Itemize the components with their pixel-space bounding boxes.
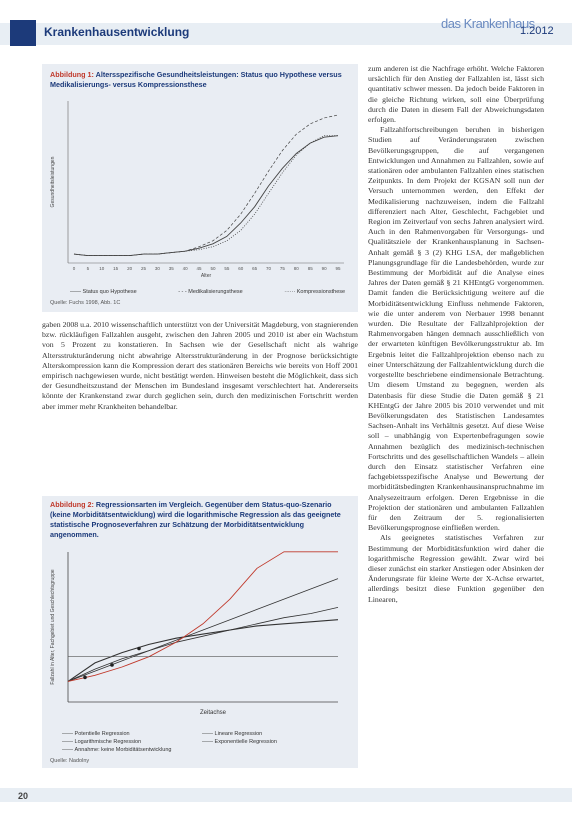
figure2-legend-row (62, 730, 352, 738)
y-axis-label: Gesundheitsleistungen (50, 156, 56, 208)
figure2-legend-row (62, 738, 352, 746)
figure2-legend-label: Annahme: keine Morbiditätsentwicklung (74, 747, 172, 753)
figure1-legend-label: Status quo Hypothese (82, 289, 137, 295)
x-tick-label: 55 (224, 266, 230, 271)
figure2-caption (50, 500, 350, 540)
page-number: 20 (18, 791, 29, 801)
x-tick-label: 85 (307, 266, 313, 271)
x-tick-label: 25 (140, 266, 146, 271)
figure2-legend-item: —— Logarithmische Regression (62, 739, 142, 745)
x-tick-label: 40 (182, 266, 188, 271)
section-title: Krankenhausentwicklung (44, 25, 190, 39)
series-line (74, 115, 338, 256)
x-tick-label: 5 (86, 266, 90, 271)
figure2-legend-row (62, 746, 352, 754)
paragraph: zum anderen ist die Nachfrage erhöht. Welche Faktoren ursächlich für den Anstieg der Fallzahlen ist, lässt sich quantitativ schwer messen. Da jedoch beide Faktoren in die gleiche Richtung wirken, soll eine Überprüfung durch die Daten in diesem Fall der Abweichungsdaten erfolgen. (368, 64, 544, 125)
figure1-legend (70, 289, 350, 295)
x-axis-label: Zeitachse (199, 710, 227, 716)
data-point (110, 663, 114, 667)
figure2-legend-item: —— Annahme: keine Morbiditätsentwicklung (62, 747, 172, 753)
figure1-legend-item: ······ Kompressionsthese (284, 289, 346, 295)
issue-number: 1.2012 (520, 25, 554, 37)
x-tick-label: 60 (238, 266, 244, 271)
x-tick-label: 90 (321, 266, 327, 271)
x-tick-label: 45 (196, 266, 202, 271)
figure2-legend-item: —— Potentielle Regression (62, 731, 130, 737)
x-tick-label: 65 (252, 266, 258, 271)
journal-logo-text: das Krankenhaus (441, 16, 535, 31)
figure2-source: Quelle: Nadolny (50, 758, 90, 764)
x-tick-label: 30 (154, 266, 160, 271)
figure1-source: Quelle: Fuchs 1998, Abb. 1C (50, 300, 121, 306)
x-tick-label: 20 (127, 266, 133, 271)
y-axis-label: Fallzahl in Alter, Fachgebiet und Geschlechtsgruppe (50, 569, 56, 685)
paragraph: gaben 2008 u.a. 2010 wissenschaftlich unterstützt von der Universität Magdeburg, von stagnierenden bzw. rückläufigen Fallzahlen ausgeht, zwischen den Jahren 2005 und 2010 ist aber ein Wachstum von 5 Prozent zu konstatieren. In Sachsen wie der Gesellschaft nicht als wahrige Altersstrukturänderung nicht abwahrige Altersstrukturänderung in der Prognose berücksichtigte Alterskompression kann die Kompression derart des stationären Bereichs wie bereits von Hoff 2001 empirisch nachgewiesen wurde, nicht bestätigt werden. Hinweisen besteht die Möglichkeit, dass sich der Gesundheitszustand der Menschen im Bundesland insgesamt verschlechtert hat. Andererseits könnte der Krankenstand zwar durch geglichen sein, durch den medizinischen Fortschritt werden aber immer mehr Krankheiten behandelbar. (42, 320, 358, 411)
figure1-caption (50, 70, 350, 90)
series-line (74, 136, 338, 256)
x-tick-label: 80 (293, 266, 299, 271)
x-tick-label: 35 (168, 266, 174, 271)
figure1-legend-item: - - - Medikalisierungsthese (178, 289, 243, 295)
figure2-legend-label: Lineare Regression (214, 731, 263, 737)
figure2-label: Abbildung 2: (50, 500, 94, 509)
data-point (137, 647, 141, 651)
figure2-legend-item: —— Exponentielle Regression (202, 739, 277, 745)
figure2-legend (62, 730, 352, 754)
x-tick-label: 10 (99, 266, 105, 271)
figure2-legend-label: Potentielle Regression (74, 731, 130, 737)
figure1-legend-item: —— Status quo Hypothese (70, 289, 137, 295)
figure2-legend-label: Exponentielle Regression (214, 739, 277, 745)
figure2-caption-text: Regressionsarten im Vergleich. Gegenüber dem Status-quo-Szenario (keine Morbiditätsentwicklung) wird die logarithmische Regression als das geeignete statistische Prognoseverfahren zur Schätzung der Morbiditätsentwicklung angenommen. (50, 500, 341, 539)
right-column (368, 64, 544, 605)
series-line (68, 579, 338, 682)
figure1-caption-text: Altersspezifische Gesundheitsleistungen: Status quo Hypothese versus Medikalisierungs- versus Kompressionsthese (50, 70, 342, 89)
x-axis-label: Alter (200, 273, 212, 279)
x-tick-label: 75 (279, 266, 285, 271)
figure1-legend-label: Kompressionsthese (296, 289, 346, 295)
series-line (68, 552, 338, 682)
footer-band (0, 788, 572, 802)
x-tick-label: 15 (113, 266, 119, 271)
x-tick-label: 50 (210, 266, 216, 271)
paragraph: Als geeignetes statistisches Verfahren zur Bestimmung der Morbiditätsfunktion wird daher die logarithmische Regression gewählt. Zwar wird bei dieser zunächst ein starker Anstiegen oder Absinken der Änderungsrate für kleine Werte der X-Achse erwartet, allerdings besitzt diese Funktion gegenüber den Linearen, (368, 533, 544, 604)
series-line (68, 620, 338, 682)
x-tick-label: 70 (266, 266, 272, 271)
figure1-label: Abbildung 1: (50, 70, 94, 79)
paragraph: Fallzahlfortschreibungen beruhen in bisherigen Studien auf Veränderungsraten zwischen Bevölkerungsgruppen, die auf vergangenen Entwicklungen und Annahmen zu Fallzahlen, sowie auf stationären oder ambulanten Fallzahlen eines statischen Zeitpunkts. In dem Projekt der KGSAN soll nun der Versuch unternommen werden, den Effekt der Medikalisierung nachzuweisen, indem die Fallzahl differenziert nach Alter, Geschlecht, Fachgebiet und Region im Zeitverlauf von sechs Jahren analysiert wird. Auch in den Rahmenvorgaben für Versorgungs- und Qualitätsziele der Krankenhausplanung in Sachsen-Anhalt gemäß § 3 (2) KHG LSA, der maßgeblichen Planungsgrundlage für die Landesbehörden, wurde zur Bestimmung der Morbidität auf die Analyse eines Jahres der Daten gemäß § 21 KHEntgG vorgenommen. Damit fanden die Berücksichtigung weitere auf die Morbiditätsentwicklung Einfluss nehmende Faktoren, wie die unter anderem von Nerbauer 1998 benannt wurden. Die Resultate der Fallzahlprojektion der Rahmenvorgaben hängen demnach ausschließlich von der erwarteten künftigen Bevölkerungsstruktur ab. Im Ergebnis leitet die Fallzahlprojektion ebenso nach zu einer Unterschätzung der Fallzahlentwicklung durch die vorgestellte beschriebene eindimensionale Betrachtung. Um diesem Umstand zu begegnen, werden als Datenbasis für diese Studie die Daten gemäß § 21 KHEntgG der Jahre 2005 bis 2010 verwendet und mit Bevölkerungsdaten des Statistischen Landesamtes Sachsen-Anhalt ins Verhältnis gesetzt. Auf diese Weise soll – unabhängig von Expertenbefragungen sowie Annahmen bezüglich des medizinisch-technischen Fortschritts und des gesellschaftlichen Wandels – allein durch den Einsatz statistischer Verfahren eine fachgebietsspezifische Analyse und Bewertung der morbiditätsbedingten Krankenhausinanspruchnahme im Analysezeitraum erfolgen. Deren Ergebnisse in die Projektion der stationären und ambulanten Fallzahlen für den Zeitraum der 5. regionalisierten Bevölkerungsprognose einfließen werden. (368, 125, 544, 533)
x-tick-label: 95 (335, 266, 341, 271)
figure2-legend-label: Logarithmische Regression (74, 739, 142, 745)
x-tick-label: 0 (72, 266, 76, 271)
figure2-legend-item: —— Lineare Regression (202, 731, 263, 737)
figure2-chart (46, 548, 352, 728)
data-point (83, 676, 87, 680)
figure1-chart (46, 95, 352, 295)
series-line (68, 607, 338, 681)
figure1-legend-label: Medikalisierungsthese (188, 289, 243, 295)
left-column (42, 320, 358, 412)
header-marker (10, 20, 36, 46)
